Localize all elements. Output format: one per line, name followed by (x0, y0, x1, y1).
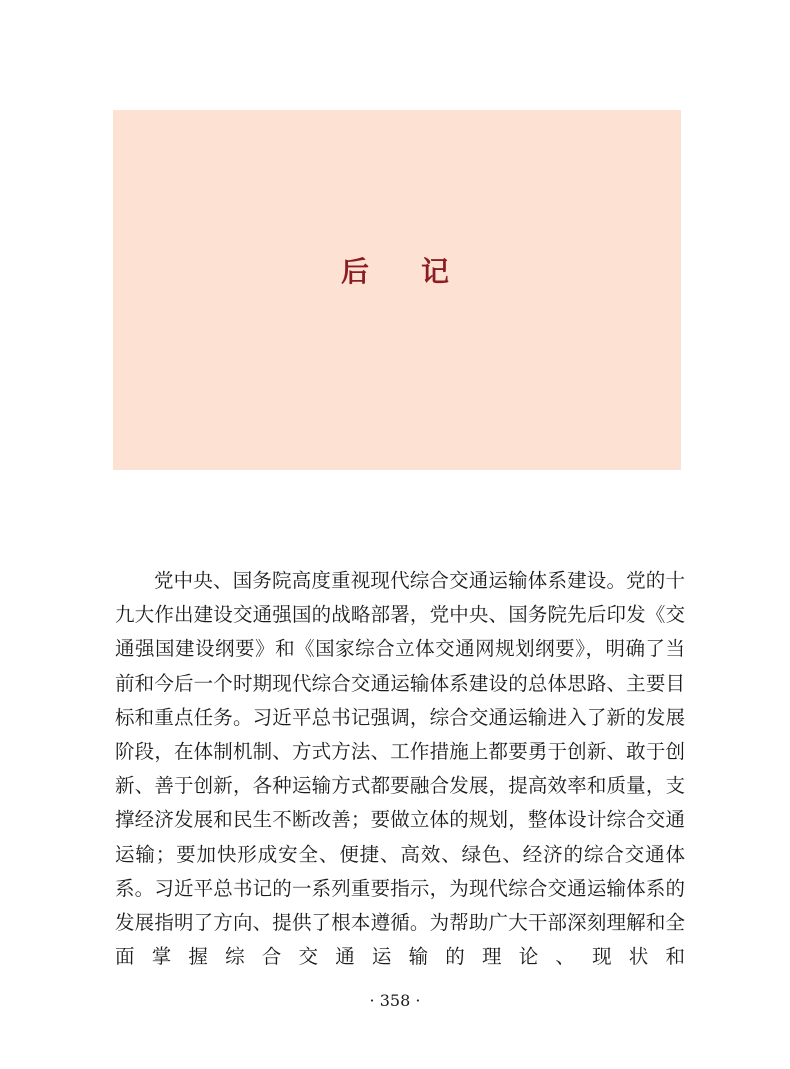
chapter-title: 后记 (340, 255, 501, 288)
body-paragraph: 党中央、国务院高度重视现代综合交通运输体系建设。党的十九大作出建设交通强国的战略部署，党中央、国务院先后印发《交通强国建设纲要》和《国家综合立体交通网规划纲要》，明确了当前和今后一个时期现代综合交通运输体系建设的总体思路、主要目标和重点任务。习近平总书记强调，综合交通运输进入了新的发展阶段，在体制机制、方式方法、工作措施上都要勇于创新、敢于创新、善于创新，各种运输方式都要融合发展，提高效率和质量，支撑经济发展和民生不断改善；要做立体的规划，整体设计综合交通运输；要加快形成安全、便捷、高效、绿色、经济的综合交通体系。习近平总书记的一系列重要指示，为现代综合交通运输体系的发展指明了方向、提供了根本遵循。为帮助广大干部深刻理解和全面掌握综合交通运输的理论、现状和 (115, 569, 685, 969)
page-number: · 358 · (369, 991, 421, 1010)
